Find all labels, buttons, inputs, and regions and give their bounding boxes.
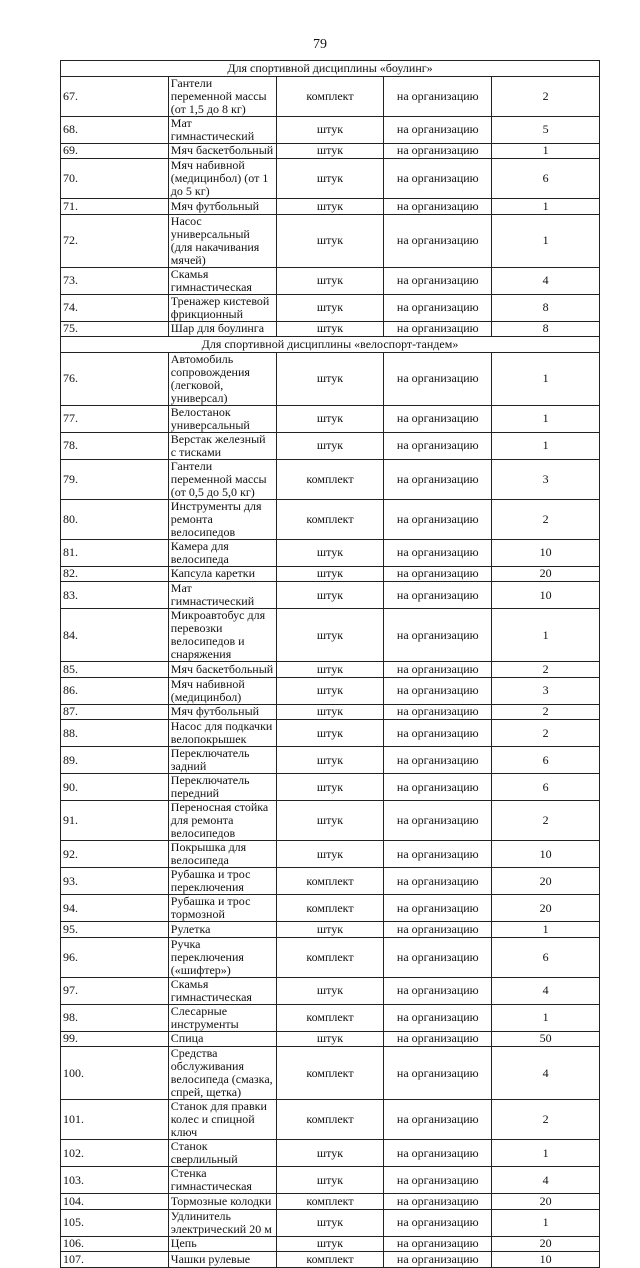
item-number-cell: 83. bbox=[61, 582, 169, 609]
item-name-cell: Тормозные колодки bbox=[168, 1194, 276, 1210]
supply-cell: на организацию bbox=[384, 868, 492, 895]
table-row bbox=[61, 294, 600, 321]
supply-cell: на организацию bbox=[384, 895, 492, 922]
quantity-cell: 10 bbox=[492, 539, 600, 566]
item-name-cell: Станок для правки колес и спицной ключ bbox=[168, 1100, 276, 1140]
section-title: Для спортивной дисциплины «велоспорт-тандем» bbox=[61, 337, 600, 353]
item-number-cell: 100. bbox=[61, 1047, 169, 1100]
item-number-cell: 70. bbox=[61, 159, 169, 199]
unit-cell: штук bbox=[276, 143, 384, 159]
unit-cell: штук bbox=[276, 841, 384, 868]
unit-cell: штук bbox=[276, 1140, 384, 1167]
unit-cell: штук bbox=[276, 1236, 384, 1252]
item-name-cell: Покрышка для велосипеда bbox=[168, 841, 276, 868]
item-number-cell: 86. bbox=[61, 677, 169, 704]
quantity-cell: 6 bbox=[492, 937, 600, 977]
quantity-cell: 50 bbox=[492, 1031, 600, 1047]
item-number-cell: 106. bbox=[61, 1236, 169, 1252]
item-name-cell: Чашки рулевые bbox=[168, 1252, 276, 1268]
table-row bbox=[61, 459, 600, 499]
unit-cell: штук bbox=[276, 1209, 384, 1236]
item-name-cell: Камера для велосипеда bbox=[168, 539, 276, 566]
unit-cell: комплект bbox=[276, 1047, 384, 1100]
item-number-cell: 71. bbox=[61, 199, 169, 215]
item-number-cell: 79. bbox=[61, 459, 169, 499]
supply-cell: на организацию bbox=[384, 539, 492, 566]
quantity-cell: 2 bbox=[492, 1100, 600, 1140]
item-number-cell: 74. bbox=[61, 294, 169, 321]
quantity-cell: 1 bbox=[492, 352, 600, 405]
quantity-cell: 2 bbox=[492, 662, 600, 678]
item-name-cell: Гантели переменной массы (от 1,5 до 8 кг) bbox=[168, 76, 276, 116]
unit-cell: штук bbox=[276, 582, 384, 609]
unit-cell: штук bbox=[276, 720, 384, 747]
item-number-cell: 103. bbox=[61, 1167, 169, 1194]
table-row bbox=[61, 566, 600, 582]
item-name-cell: Автомобиль сопровождения (легковой, универсал) bbox=[168, 352, 276, 405]
supply-cell: на организацию bbox=[384, 1140, 492, 1167]
item-name-cell: Переключатель передний bbox=[168, 774, 276, 801]
unit-cell: комплект bbox=[276, 1252, 384, 1268]
quantity-cell: 20 bbox=[492, 868, 600, 895]
item-number-cell: 85. bbox=[61, 662, 169, 678]
item-number-cell: 93. bbox=[61, 868, 169, 895]
unit-cell: комплект bbox=[276, 895, 384, 922]
table-row bbox=[61, 662, 600, 678]
item-number-cell: 101. bbox=[61, 1100, 169, 1140]
supply-cell: на организацию bbox=[384, 609, 492, 662]
table-row bbox=[61, 267, 600, 294]
unit-cell: штук bbox=[276, 214, 384, 267]
quantity-cell: 3 bbox=[492, 677, 600, 704]
quantity-cell: 1 bbox=[492, 609, 600, 662]
equipment-table bbox=[60, 60, 600, 1268]
item-name-cell: Переключатель задний bbox=[168, 747, 276, 774]
table-row bbox=[61, 499, 600, 539]
item-number-cell: 68. bbox=[61, 116, 169, 143]
item-name-cell: Мат гимнастический bbox=[168, 116, 276, 143]
quantity-cell: 8 bbox=[492, 294, 600, 321]
supply-cell: на организацию bbox=[384, 199, 492, 215]
table-row bbox=[61, 1100, 600, 1140]
item-name-cell: Средства обслуживания велосипеда (смазка, спрей, щетка) bbox=[168, 1047, 276, 1100]
quantity-cell: 4 bbox=[492, 1167, 600, 1194]
unit-cell: штук bbox=[276, 774, 384, 801]
item-name-cell: Микроавтобус для перевозки велосипедов и снаряжения bbox=[168, 609, 276, 662]
item-name-cell: Удлинитель электрический 20 м bbox=[168, 1209, 276, 1236]
item-name-cell: Насос универсальный (для накачивания мячей) bbox=[168, 214, 276, 267]
unit-cell: штук bbox=[276, 704, 384, 720]
table-row bbox=[61, 199, 600, 215]
unit-cell: комплект bbox=[276, 1004, 384, 1031]
item-number-cell: 92. bbox=[61, 841, 169, 868]
supply-cell: на организацию bbox=[384, 662, 492, 678]
item-name-cell: Инструменты для ремонта велосипедов bbox=[168, 499, 276, 539]
item-name-cell: Мат гимнастический bbox=[168, 582, 276, 609]
quantity-cell: 1 bbox=[492, 143, 600, 159]
item-name-cell: Цепь bbox=[168, 1236, 276, 1252]
item-number-cell: 80. bbox=[61, 499, 169, 539]
table-row bbox=[61, 677, 600, 704]
item-name-cell: Рубашка и трос переключения bbox=[168, 868, 276, 895]
unit-cell: комплект bbox=[276, 1100, 384, 1140]
supply-cell: на организацию bbox=[384, 1209, 492, 1236]
unit-cell: штук bbox=[276, 977, 384, 1004]
section-header-row bbox=[61, 337, 600, 353]
item-number-cell: 98. bbox=[61, 1004, 169, 1031]
unit-cell: комплект bbox=[276, 499, 384, 539]
supply-cell: на организацию bbox=[384, 582, 492, 609]
item-number-cell: 72. bbox=[61, 214, 169, 267]
quantity-cell: 2 bbox=[492, 704, 600, 720]
table-row bbox=[61, 582, 600, 609]
table-row bbox=[61, 977, 600, 1004]
table-row bbox=[61, 1047, 600, 1100]
supply-cell: на организацию bbox=[384, 922, 492, 938]
quantity-cell: 1 bbox=[492, 214, 600, 267]
item-name-cell: Мяч футбольный bbox=[168, 704, 276, 720]
item-name-cell: Мяч набивной (медицинбол) bbox=[168, 677, 276, 704]
supply-cell: на организацию bbox=[384, 1236, 492, 1252]
unit-cell: штук bbox=[276, 747, 384, 774]
quantity-cell: 1 bbox=[492, 1209, 600, 1236]
item-number-cell: 88. bbox=[61, 720, 169, 747]
item-number-cell: 99. bbox=[61, 1031, 169, 1047]
item-number-cell: 73. bbox=[61, 267, 169, 294]
table-row bbox=[61, 539, 600, 566]
quantity-cell: 1 bbox=[492, 1004, 600, 1031]
item-name-cell: Верстак железный с тисками bbox=[168, 432, 276, 459]
table-row bbox=[61, 1004, 600, 1031]
supply-cell: на организацию bbox=[384, 747, 492, 774]
quantity-cell: 1 bbox=[492, 432, 600, 459]
item-name-cell: Станок сверлильный bbox=[168, 1140, 276, 1167]
supply-cell: на организацию bbox=[384, 720, 492, 747]
supply-cell: на организацию bbox=[384, 432, 492, 459]
item-number-cell: 82. bbox=[61, 566, 169, 582]
quantity-cell: 10 bbox=[492, 1252, 600, 1268]
unit-cell: штук bbox=[276, 199, 384, 215]
item-number-cell: 90. bbox=[61, 774, 169, 801]
item-name-cell: Мяч баскетбольный bbox=[168, 143, 276, 159]
supply-cell: на организацию bbox=[384, 704, 492, 720]
item-name-cell: Слесарные инструменты bbox=[168, 1004, 276, 1031]
supply-cell: на организацию bbox=[384, 1194, 492, 1210]
unit-cell: штук bbox=[276, 159, 384, 199]
item-number-cell: 104. bbox=[61, 1194, 169, 1210]
table-row bbox=[61, 352, 600, 405]
supply-cell: на организацию bbox=[384, 116, 492, 143]
table-row bbox=[61, 922, 600, 938]
table-row bbox=[61, 868, 600, 895]
quantity-cell: 3 bbox=[492, 459, 600, 499]
item-name-cell: Рубашка и трос тормозной bbox=[168, 895, 276, 922]
unit-cell: штук bbox=[276, 116, 384, 143]
section-header-row bbox=[61, 61, 600, 77]
item-name-cell: Велостанок универсальный bbox=[168, 405, 276, 432]
table-row bbox=[61, 720, 600, 747]
quantity-cell: 2 bbox=[492, 76, 600, 116]
supply-cell: на организацию bbox=[384, 214, 492, 267]
supply-cell: на организацию bbox=[384, 937, 492, 977]
supply-cell: на организацию bbox=[384, 159, 492, 199]
supply-cell: на организацию bbox=[384, 1100, 492, 1140]
supply-cell: на организацию bbox=[384, 405, 492, 432]
quantity-cell: 6 bbox=[492, 747, 600, 774]
equipment-table-body bbox=[61, 61, 600, 1268]
item-number-cell: 84. bbox=[61, 609, 169, 662]
unit-cell: штук bbox=[276, 321, 384, 337]
supply-cell: на организацию bbox=[384, 566, 492, 582]
unit-cell: штук bbox=[276, 801, 384, 841]
quantity-cell: 20 bbox=[492, 566, 600, 582]
table-row bbox=[61, 841, 600, 868]
quantity-cell: 4 bbox=[492, 977, 600, 1004]
unit-cell: комплект bbox=[276, 459, 384, 499]
quantity-cell: 2 bbox=[492, 801, 600, 841]
supply-cell: на организацию bbox=[384, 841, 492, 868]
item-number-cell: 102. bbox=[61, 1140, 169, 1167]
supply-cell: на организацию bbox=[384, 1047, 492, 1100]
item-number-cell: 107. bbox=[61, 1252, 169, 1268]
unit-cell: комплект bbox=[276, 937, 384, 977]
item-number-cell: 67. bbox=[61, 76, 169, 116]
item-number-cell: 77. bbox=[61, 405, 169, 432]
table-row bbox=[61, 895, 600, 922]
item-name-cell: Гантели переменной массы (от 0,5 до 5,0 кг) bbox=[168, 459, 276, 499]
quantity-cell: 1 bbox=[492, 1140, 600, 1167]
unit-cell: штук bbox=[276, 1167, 384, 1194]
table-row bbox=[61, 937, 600, 977]
supply-cell: на организацию bbox=[384, 294, 492, 321]
item-number-cell: 95. bbox=[61, 922, 169, 938]
table-row bbox=[61, 1194, 600, 1210]
quantity-cell: 8 bbox=[492, 321, 600, 337]
unit-cell: штук bbox=[276, 922, 384, 938]
table-row bbox=[61, 432, 600, 459]
item-number-cell: 87. bbox=[61, 704, 169, 720]
supply-cell: на организацию bbox=[384, 977, 492, 1004]
unit-cell: штук bbox=[276, 609, 384, 662]
table-row bbox=[61, 1031, 600, 1047]
item-name-cell: Шар для боулинга bbox=[168, 321, 276, 337]
item-name-cell: Мяч футбольный bbox=[168, 199, 276, 215]
supply-cell: на организацию bbox=[384, 76, 492, 116]
item-name-cell: Рулетка bbox=[168, 922, 276, 938]
unit-cell: комплект bbox=[276, 1194, 384, 1210]
quantity-cell: 10 bbox=[492, 841, 600, 868]
quantity-cell: 1 bbox=[492, 922, 600, 938]
table-row bbox=[61, 1236, 600, 1252]
item-name-cell: Насос для подкачки велопокрышек bbox=[168, 720, 276, 747]
table-row bbox=[61, 76, 600, 116]
item-number-cell: 75. bbox=[61, 321, 169, 337]
supply-cell: на организацию bbox=[384, 352, 492, 405]
page-number: 79 bbox=[313, 37, 327, 52]
table-row bbox=[61, 405, 600, 432]
section-title: Для спортивной дисциплины «боулинг» bbox=[61, 61, 600, 77]
quantity-cell: 1 bbox=[492, 199, 600, 215]
item-name-cell: Переносная стойка для ремонта велосипедов bbox=[168, 801, 276, 841]
table-row bbox=[61, 321, 600, 337]
supply-cell: на организацию bbox=[384, 267, 492, 294]
item-number-cell: 105. bbox=[61, 1209, 169, 1236]
supply-cell: на организацию bbox=[384, 499, 492, 539]
unit-cell: штук bbox=[276, 267, 384, 294]
item-number-cell: 76. bbox=[61, 352, 169, 405]
item-name-cell: Стенка гимнастическая bbox=[168, 1167, 276, 1194]
quantity-cell: 6 bbox=[492, 159, 600, 199]
unit-cell: штук bbox=[276, 352, 384, 405]
quantity-cell: 2 bbox=[492, 720, 600, 747]
unit-cell: штук bbox=[276, 405, 384, 432]
unit-cell: штук bbox=[276, 662, 384, 678]
supply-cell: на организацию bbox=[384, 143, 492, 159]
table-row bbox=[61, 747, 600, 774]
quantity-cell: 10 bbox=[492, 582, 600, 609]
table-row bbox=[61, 609, 600, 662]
unit-cell: штук bbox=[276, 1031, 384, 1047]
quantity-cell: 20 bbox=[492, 1236, 600, 1252]
item-number-cell: 96. bbox=[61, 937, 169, 977]
table-row bbox=[61, 143, 600, 159]
supply-cell: на организацию bbox=[384, 459, 492, 499]
supply-cell: на организацию bbox=[384, 1167, 492, 1194]
table-row bbox=[61, 1140, 600, 1167]
table-row bbox=[61, 774, 600, 801]
quantity-cell: 6 bbox=[492, 774, 600, 801]
table-row bbox=[61, 704, 600, 720]
item-number-cell: 94. bbox=[61, 895, 169, 922]
item-name-cell: Мяч набивной (медицинбол) (от 1 до 5 кг) bbox=[168, 159, 276, 199]
item-number-cell: 97. bbox=[61, 977, 169, 1004]
unit-cell: штук bbox=[276, 677, 384, 704]
supply-cell: на организацию bbox=[384, 677, 492, 704]
unit-cell: штук bbox=[276, 566, 384, 582]
supply-cell: на организацию bbox=[384, 774, 492, 801]
table-row bbox=[61, 214, 600, 267]
unit-cell: штук bbox=[276, 432, 384, 459]
item-number-cell: 91. bbox=[61, 801, 169, 841]
supply-cell: на организацию bbox=[384, 321, 492, 337]
table-row bbox=[61, 159, 600, 199]
unit-cell: комплект bbox=[276, 868, 384, 895]
table-row bbox=[61, 1167, 600, 1194]
quantity-cell: 20 bbox=[492, 1194, 600, 1210]
item-name-cell: Скамья гимнастическая bbox=[168, 977, 276, 1004]
quantity-cell: 2 bbox=[492, 499, 600, 539]
quantity-cell: 5 bbox=[492, 116, 600, 143]
item-name-cell: Ручка переключения («шифтер») bbox=[168, 937, 276, 977]
table-row bbox=[61, 1252, 600, 1268]
item-name-cell: Спица bbox=[168, 1031, 276, 1047]
item-name-cell: Капсула каретки bbox=[168, 566, 276, 582]
item-number-cell: 89. bbox=[61, 747, 169, 774]
supply-cell: на организацию bbox=[384, 801, 492, 841]
item-number-cell: 78. bbox=[61, 432, 169, 459]
table-row bbox=[61, 116, 600, 143]
supply-cell: на организацию bbox=[384, 1031, 492, 1047]
item-number-cell: 69. bbox=[61, 143, 169, 159]
quantity-cell: 4 bbox=[492, 1047, 600, 1100]
table-row bbox=[61, 1209, 600, 1236]
supply-cell: на организацию bbox=[384, 1252, 492, 1268]
item-name-cell: Скамья гимнастическая bbox=[168, 267, 276, 294]
supply-cell: на организацию bbox=[384, 1004, 492, 1031]
unit-cell: комплект bbox=[276, 76, 384, 116]
quantity-cell: 1 bbox=[492, 405, 600, 432]
item-name-cell: Тренажер кистевой фрикционный bbox=[168, 294, 276, 321]
item-name-cell: Мяч баскетбольный bbox=[168, 662, 276, 678]
quantity-cell: 20 bbox=[492, 895, 600, 922]
unit-cell: штук bbox=[276, 539, 384, 566]
unit-cell: штук bbox=[276, 294, 384, 321]
table-row bbox=[61, 801, 600, 841]
quantity-cell: 4 bbox=[492, 267, 600, 294]
item-number-cell: 81. bbox=[61, 539, 169, 566]
